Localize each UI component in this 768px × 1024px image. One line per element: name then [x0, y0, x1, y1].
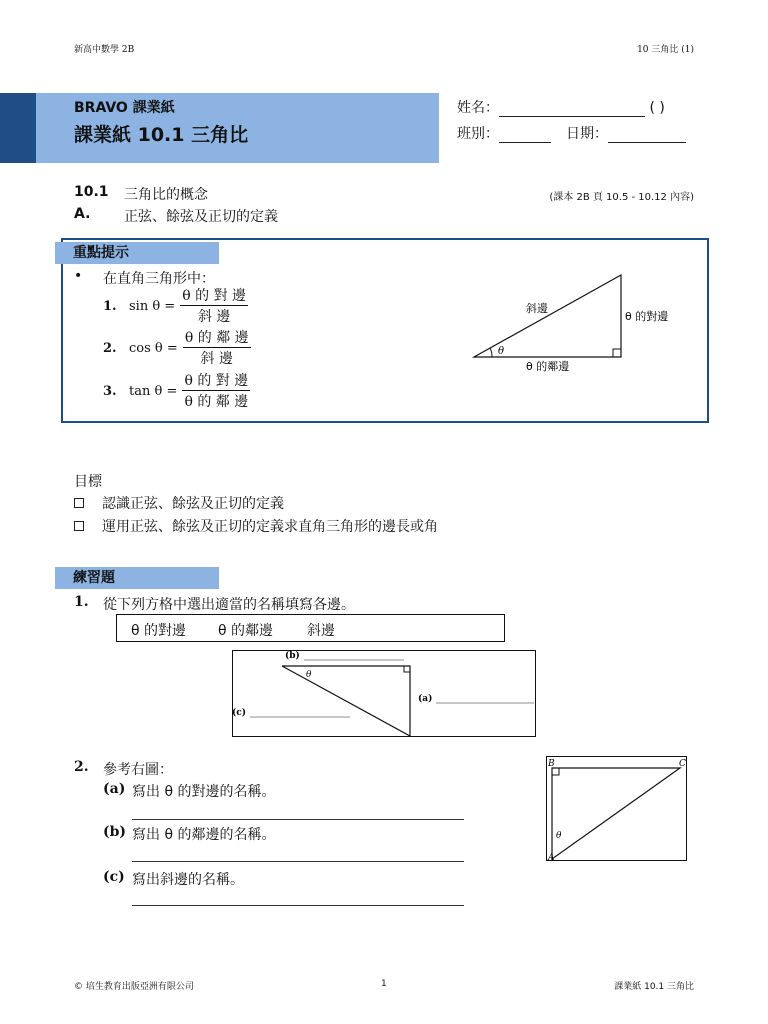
formula-func: sin θ = [129, 299, 176, 314]
date-label: 日期： [566, 126, 608, 142]
q2c-text: 寫出斜邊的名稱。 [132, 872, 244, 888]
q2a-answer-line[interactable] [132, 818, 464, 820]
formula-denominator: 斜 邊 [197, 309, 231, 325]
q2b-answer-line[interactable] [132, 860, 464, 862]
word-bank-option: θ 的鄰邊 [218, 623, 274, 639]
footer-right: 課業紙 10.1 三角比 [614, 982, 694, 992]
page-title: 課業紙 10.1 三角比 [74, 124, 249, 146]
formula-sin [103, 285, 303, 326]
q2a-label: (a) [103, 781, 126, 797]
section-heading: 三角比的概念 [124, 187, 208, 203]
diagram-angle-label: θ [498, 346, 505, 357]
q1-label-c: (c) [232, 708, 246, 718]
key-bullet-text: 在直角三角形中： [103, 271, 215, 287]
diagram-adjacent-label: θ 的鄰邊 [526, 360, 570, 373]
name-label: 姓名： [457, 100, 499, 116]
q1-label-a: (a) [418, 694, 433, 704]
question-1-text: 從下列方格中選出適當的名稱填寫各邊。 [103, 597, 355, 613]
title-accent-bar [0, 93, 36, 163]
q2-angle-label: θ [556, 831, 562, 841]
key-points-tab: 重點提示 [55, 242, 219, 264]
checkbox-icon[interactable] [74, 521, 84, 531]
diagram-opposite-label: θ 的對邊 [625, 310, 669, 323]
word-bank-option: 斜邊 [307, 623, 335, 639]
q1-label-b: (b) [285, 651, 300, 661]
formula-tan [103, 370, 303, 411]
right-triangle-diagram [460, 268, 680, 378]
question-1-figure [232, 650, 536, 737]
name-blank[interactable] [499, 102, 645, 117]
formula-denominator: 斜 邊 [200, 351, 233, 367]
question-2-text: 參考右圖： [103, 762, 173, 778]
class-label: 班別： [457, 126, 499, 142]
page-number: 1 [381, 979, 387, 989]
practice-tab: 練習題 [55, 567, 219, 589]
q1-angle-label: θ [306, 670, 312, 680]
formula-numerator: θ 的 對 邊 [180, 285, 248, 306]
bullet-icon: • [74, 268, 83, 284]
question-1-number: 1. [74, 594, 89, 610]
date-field[interactable] [566, 123, 686, 143]
diagram-hypotenuse-label: 斜邊 [526, 302, 548, 315]
formula-number: 3. [103, 384, 117, 399]
class-blank[interactable] [499, 128, 551, 143]
formula-func: cos θ = [129, 341, 178, 356]
q2-vertex-B: B [548, 759, 555, 769]
word-bank-box [116, 614, 505, 642]
objectives-heading: 目標 [74, 474, 102, 490]
q2-vertex-C: C [679, 759, 686, 769]
q2a-text: 寫出 θ 的對邊的名稱。 [132, 784, 276, 800]
formula-number: 2. [103, 341, 117, 356]
date-blank[interactable] [608, 128, 686, 143]
objective-text: 運用正弦、餘弦及正切的定義求直角三角形的邊長或角 [102, 519, 438, 535]
formula-numerator: θ 的 對 邊 [182, 370, 250, 391]
objective-item [74, 493, 284, 513]
q2c-answer-line[interactable] [132, 904, 464, 906]
section-number: 10.1 [74, 184, 109, 200]
formula-func: tan θ = [129, 384, 178, 399]
objective-item [74, 516, 438, 536]
subsection-letter: A. [74, 206, 91, 222]
textbook-reference: (課本 2B 頁 10.5 - 10.12 內容) [549, 192, 694, 203]
formula-number: 1. [103, 299, 117, 314]
q2-vertex-A: A [548, 853, 555, 862]
class-number-paren: ( ) [649, 100, 665, 116]
running-header-right: 10 三角比 (1) [637, 45, 694, 55]
formula-denominator: θ 的 鄰 邊 [184, 394, 249, 410]
class-field[interactable] [457, 123, 551, 143]
objective-text: 認識正弦、餘弦及正切的定義 [102, 496, 284, 512]
formula-cos [103, 327, 303, 368]
formula-numerator: θ 的 鄰 邊 [183, 327, 251, 348]
footer-copyright: © 培生教育出版亞洲有限公司 [74, 982, 194, 992]
series-label: BRAVO 課業紙 [74, 100, 175, 116]
subsection-heading: 正弦、餘弦及正切的定義 [124, 209, 278, 225]
q2b-text: 寫出 θ 的鄰邊的名稱。 [132, 827, 276, 843]
word-bank-option: θ 的對邊 [131, 623, 187, 639]
question-2-figure [546, 756, 688, 862]
q2b-label: (b) [103, 824, 127, 840]
checkbox-icon[interactable] [74, 498, 84, 508]
name-field[interactable] [457, 97, 665, 117]
q2c-label: (c) [103, 869, 125, 885]
question-2-number: 2. [74, 759, 89, 775]
running-header-left: 新高中數學 2B [74, 45, 135, 55]
